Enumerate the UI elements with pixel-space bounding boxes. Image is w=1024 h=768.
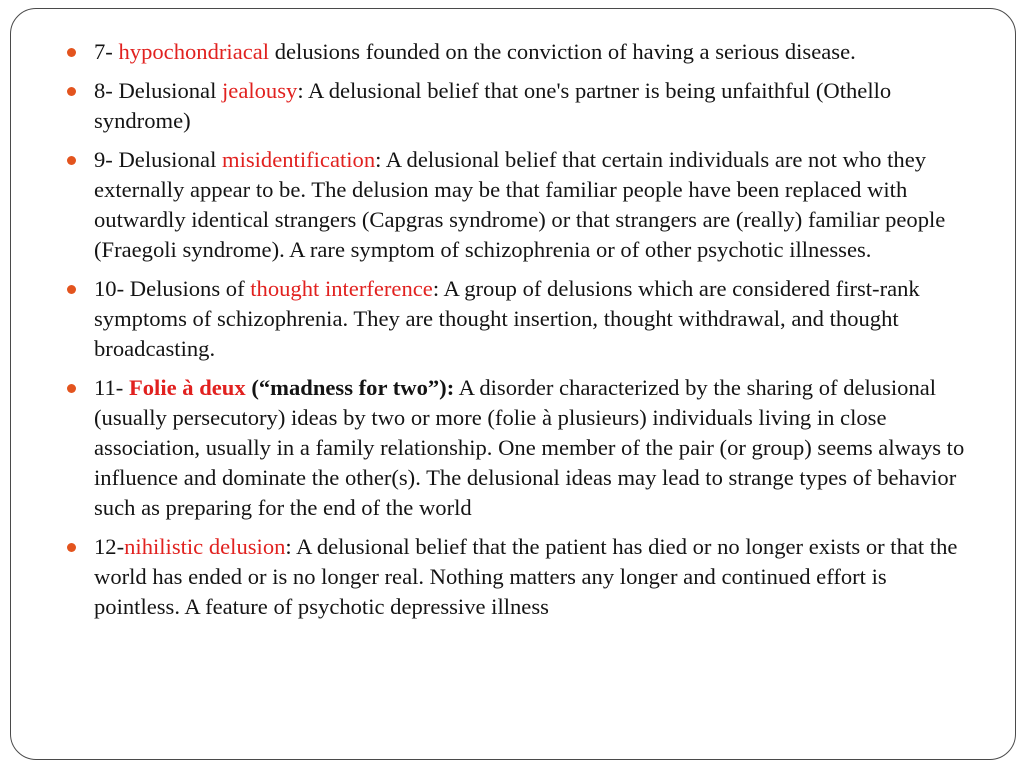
item-prefix: 9- Delusional — [94, 147, 223, 172]
item-term: jealousy — [222, 78, 298, 103]
item-text: : A delusional belief that certain individuals are not who they externally appear to be. The delusion may be that familiar people have been replaced with outwardly identical strangers (Capgras syndrome) or that strangers are (really) familiar people (Fraegoli syndrome). A rare symptom of schizophrenia or of other psychotic illnesses. — [94, 147, 946, 262]
item-prefix: 11- — [94, 375, 129, 400]
bullet-icon — [67, 87, 76, 96]
item-prefix: 8- Delusional — [94, 78, 223, 103]
bullet-icon — [67, 285, 76, 294]
item-term: Folie à deux — [128, 375, 246, 400]
list-item-hypochondriacal — [63, 37, 978, 67]
item-term: misidentification — [222, 147, 376, 172]
item-term: thought interference — [250, 276, 433, 301]
item-text: : A delusional belief that the patient has died or no longer exists or that the world has ended or is no longer real. Nothing matters any longer and continued effort is pointless. A feature of psychotic depressive illness — [94, 534, 958, 619]
list-item-jealousy — [63, 76, 978, 136]
bullet-icon — [67, 156, 76, 165]
list-item-folie-a-deux — [63, 373, 978, 523]
item-term-suffix: (“madness for two”): — [245, 375, 455, 400]
item-term: nihilistic delusion — [124, 534, 286, 559]
list-item-misidentification — [63, 145, 978, 265]
bullet-list — [63, 37, 978, 631]
item-text: A disorder characterized by the sharing of delusional (usually persecutory) ideas by two or more (folie à plusieurs) individuals living in close association, usually in a family relationship. One member of the pair (or group) seems always to influence and dominate the other(s). The delusional ideas may lead to strange types of behavior such as preparing for the end of the world — [94, 375, 965, 520]
item-text: : A delusional belief that one's partner is being unfaithful (Othello syndrome) — [94, 78, 892, 133]
item-prefix: 7- — [94, 39, 119, 64]
item-text: : A group of delusions which are considered first-rank symptoms of schizophrenia. They are thought insertion, thought withdrawal, and thought broadcasting. — [94, 276, 920, 361]
bullet-icon — [67, 384, 76, 393]
item-prefix: 10- Delusions of — [94, 276, 251, 301]
list-item-nihilistic-delusion — [63, 532, 978, 622]
item-text: delusions founded on the conviction of having a serious disease. — [269, 39, 856, 64]
list-item-thought-interference — [63, 274, 978, 364]
bullet-icon — [67, 543, 76, 552]
slide-frame — [10, 8, 1016, 760]
item-term: hypochondriacal — [118, 39, 270, 64]
item-prefix: 12- — [94, 534, 125, 559]
bullet-icon — [67, 48, 76, 57]
